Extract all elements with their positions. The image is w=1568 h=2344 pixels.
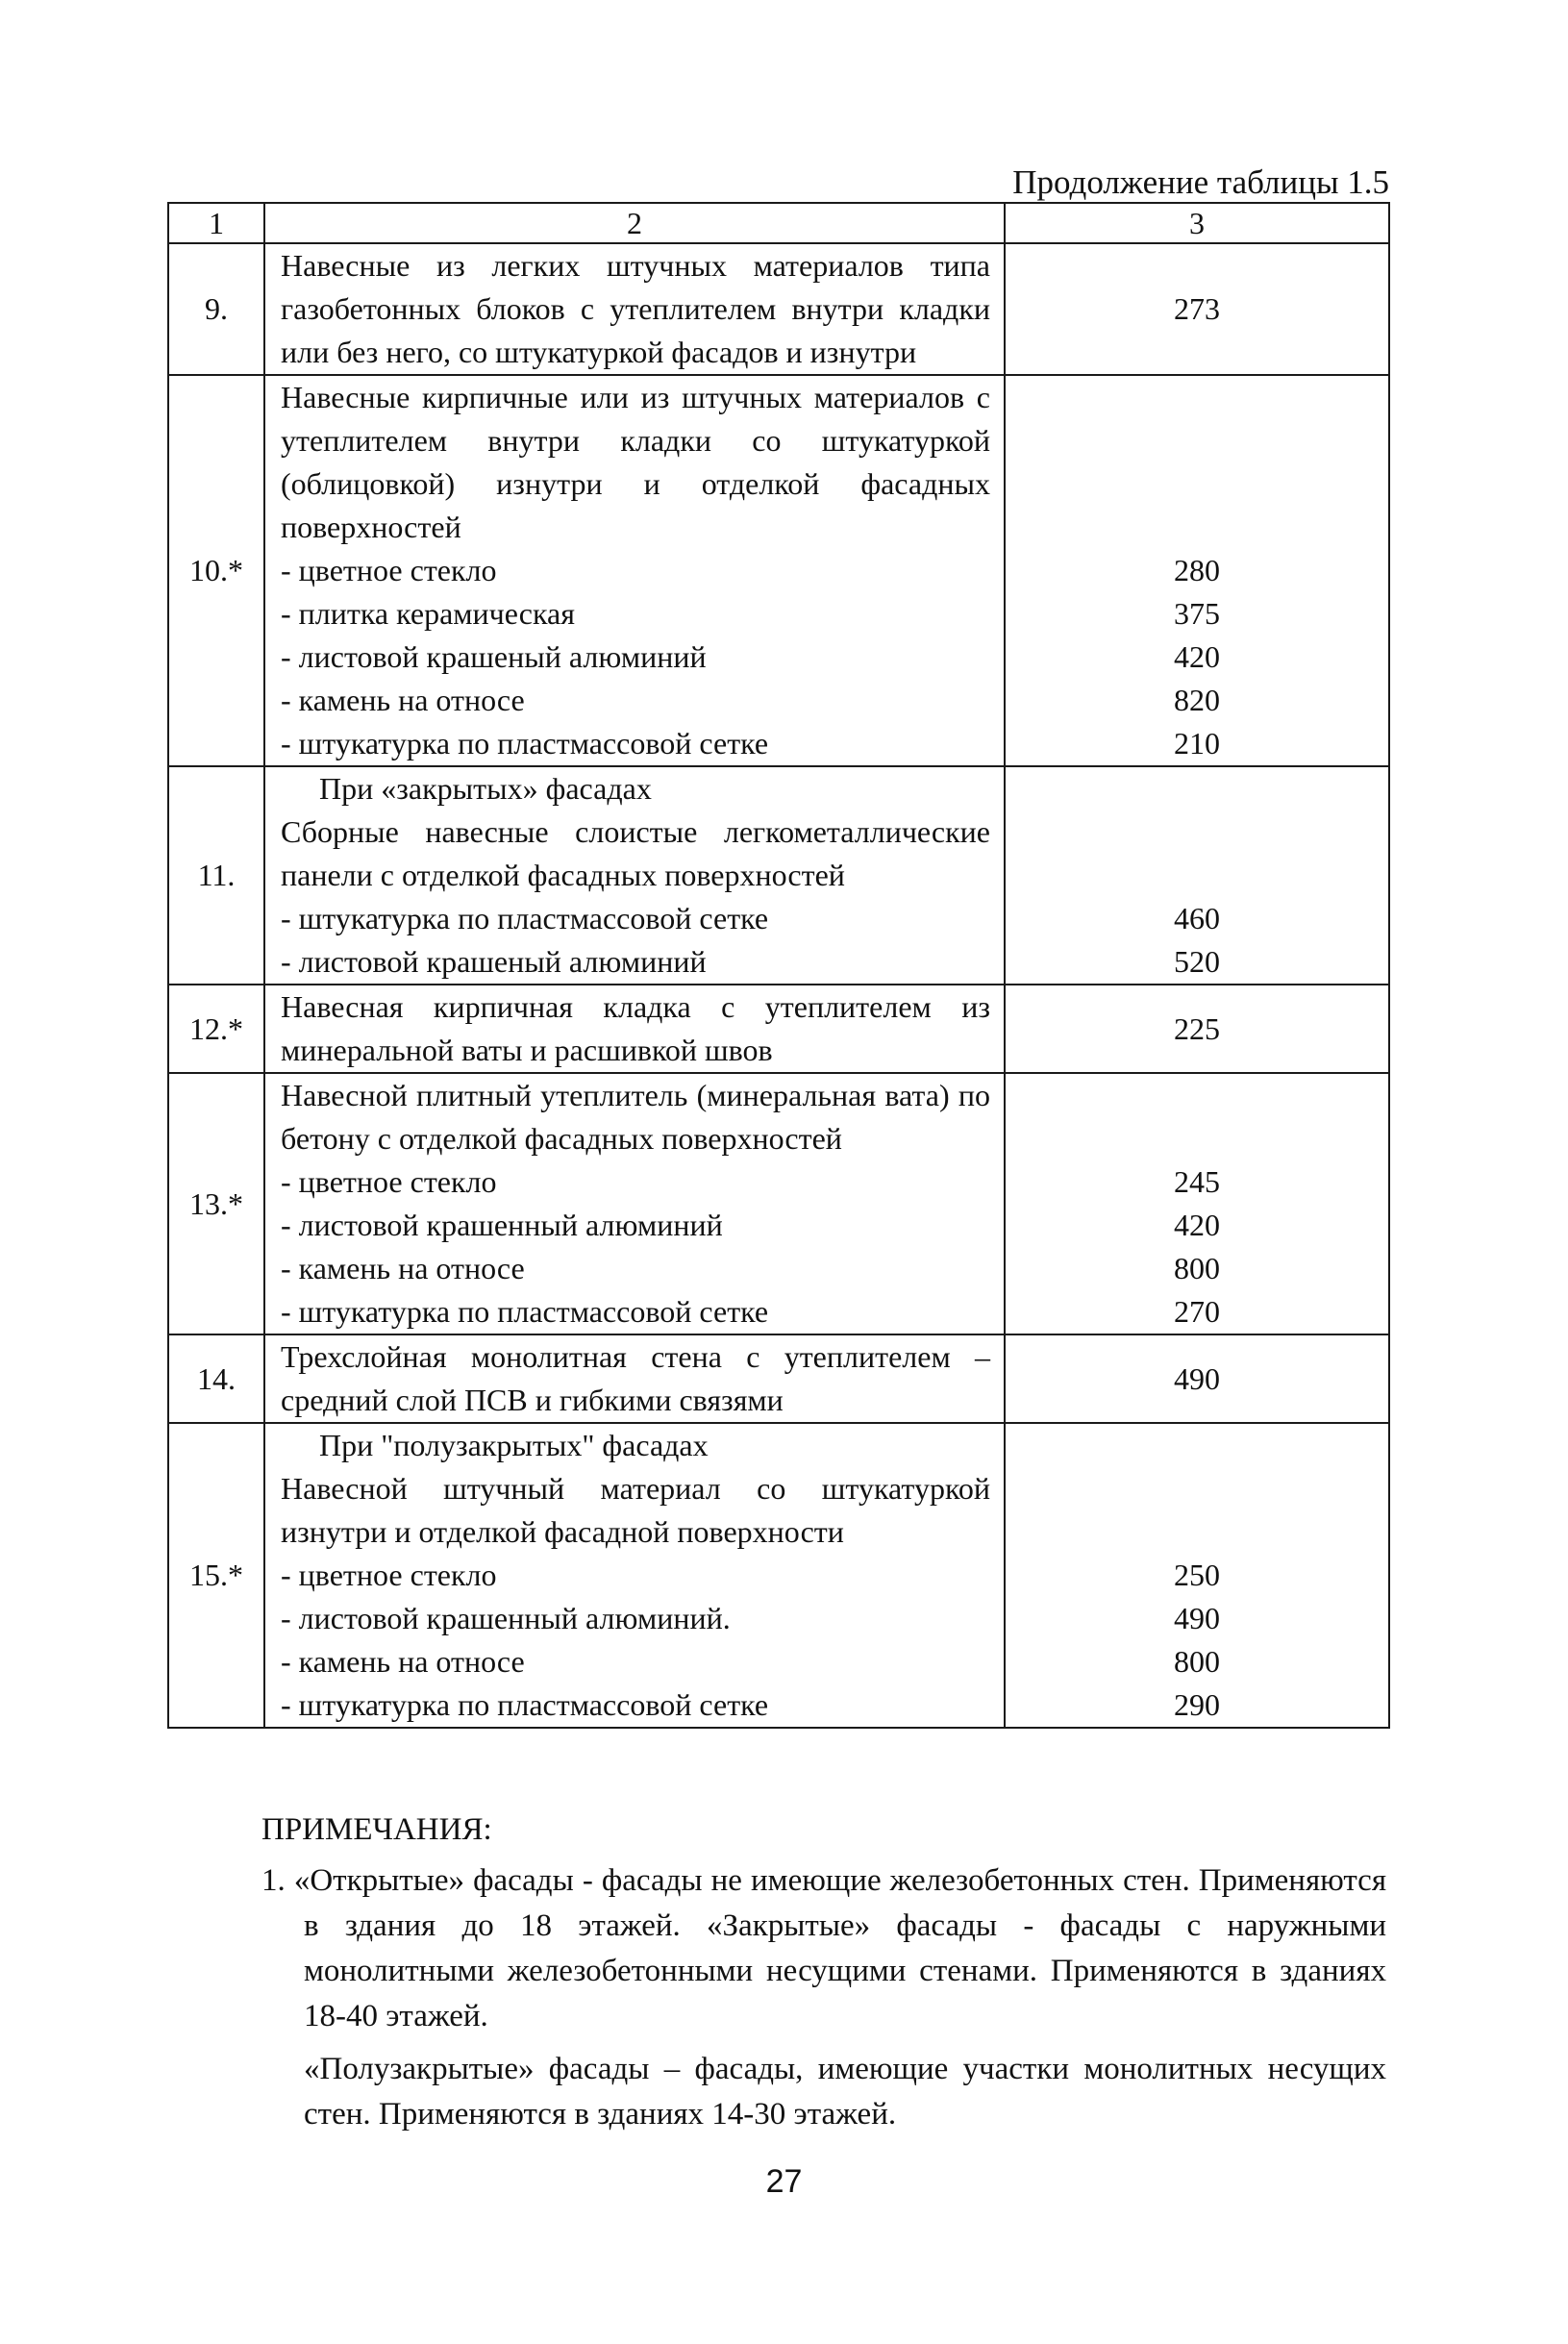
row-description: [264, 243, 1005, 375]
row-text: Навесной штучный материал со штукатуркой изнутри и отделкой фасадной поверхности: [281, 1471, 990, 1549]
row-value: 490: [1005, 1334, 1389, 1423]
table-row: [168, 243, 1389, 375]
item-value: 270: [1174, 1294, 1220, 1329]
table-header-row: [168, 203, 1389, 243]
table-caption: Продолжение таблицы 1.5: [1012, 163, 1389, 201]
row-description: [264, 766, 1005, 985]
notes-section: [261, 1808, 1386, 2137]
table-row: [168, 1334, 1389, 1423]
item-label: - камень на относе: [281, 1251, 525, 1285]
item-label: - штукатурка по пластмассовой сетке: [281, 901, 769, 935]
note-paragraph: «Полузакрытые» фасады – фасады, имеющие участки монолитных несущих стен. Применяются в зданиях 14-30 этажей.: [304, 2052, 1386, 2132]
row-description: [264, 985, 1005, 1073]
item-label: - камень на относе: [281, 683, 525, 717]
item-value: 800: [1174, 1644, 1220, 1679]
note-paragraph: 1. «Открытые» фасады - фасады не имеющие железобетонных стен. Применяются в здания до 18 этажей. «Закрытые» фасады - фасады с наружными монолитными железобетонными несущими стенами. Применяются в зданиях 18-40 этажей.: [261, 1863, 1386, 2033]
item-label: - цветное стекло: [281, 1164, 497, 1199]
row-values: [1005, 766, 1389, 985]
row-values: [1005, 1073, 1389, 1334]
item-label: - штукатурка по пластмассовой сетке: [281, 726, 769, 761]
section-heading: При "полузакрытых" фасадах: [319, 1428, 709, 1462]
row-text: Навесная кирпичная кладка с утеплителем из минеральной ваты и расшивкой швов: [281, 989, 990, 1067]
item-value: 800: [1174, 1251, 1220, 1285]
item-label: - плитка керамическая: [281, 596, 575, 631]
item-label: - листовой крашеный алюминий: [281, 639, 707, 674]
header-col-2: 2: [264, 203, 1005, 243]
table-row: [168, 766, 1389, 985]
notes-title: ПРИМЕЧАНИЯ:: [261, 1812, 492, 1847]
row-text: Сборные навесные слоистые легкометаллические панели с отделкой фасадных поверхностей: [281, 814, 990, 892]
page-number: 27: [765, 2163, 803, 2200]
item-value: 375: [1174, 596, 1220, 631]
item-label: - штукатурка по пластмассовой сетке: [281, 1294, 769, 1329]
row-description: [264, 1334, 1005, 1423]
item-label: - камень на относе: [281, 1644, 525, 1679]
table-row: [168, 1073, 1389, 1334]
facade-table: [167, 202, 1390, 1729]
row-description: [264, 1423, 1005, 1728]
item-value: 820: [1174, 683, 1220, 717]
row-value: 273: [1005, 243, 1389, 375]
row-number: 14.: [168, 1334, 264, 1423]
item-label: - листовой крашенный алюминий: [281, 1208, 723, 1242]
row-text: Навесные кирпичные или из штучных материалов с утеплителем внутри кладки со штукатуркой (облицовкой) изнутри и отделкой фасадных поверхностей: [281, 380, 990, 544]
table-row: [168, 1423, 1389, 1728]
section-heading: При «закрытых» фасадах: [319, 771, 652, 806]
header-col-1: 1: [168, 203, 264, 243]
item-value: 245: [1174, 1164, 1220, 1199]
item-label: - штукатурка по пластмассовой сетке: [281, 1687, 769, 1722]
item-value: 420: [1174, 1208, 1220, 1242]
row-number: 12.*: [168, 985, 264, 1073]
item-label: - цветное стекло: [281, 553, 497, 587]
row-number: 10.*: [168, 375, 264, 766]
row-number: 9.: [168, 243, 264, 375]
row-value: 225: [1005, 985, 1389, 1073]
item-value: 460: [1174, 901, 1220, 935]
table-row: [168, 375, 1389, 766]
row-description: [264, 1073, 1005, 1334]
table-row: [168, 985, 1389, 1073]
item-value: 250: [1174, 1558, 1220, 1592]
row-text: Навесной плитный утеплитель (минеральная вата) по бетону с отделкой фасадных поверхностей: [281, 1078, 990, 1156]
row-number: 15.*: [168, 1423, 264, 1728]
header-col-3: 3: [1005, 203, 1389, 243]
item-value: 420: [1174, 639, 1220, 674]
row-text: Трехслойная монолитная стена с утеплителем – средний слой ПСВ и гибкими связями: [281, 1339, 990, 1417]
item-value: 210: [1174, 726, 1220, 761]
item-value: 520: [1174, 944, 1220, 979]
row-number: 11.: [168, 766, 264, 985]
item-label: - цветное стекло: [281, 1558, 497, 1592]
row-text: Навесные из легких штучных материалов типа газобетонных блоков с утеплителем внутри кладки или без него, со штукатуркой фасадов и изнутри: [281, 248, 990, 369]
item-value: 490: [1174, 1601, 1220, 1635]
row-values: [1005, 375, 1389, 766]
item-value: 290: [1174, 1687, 1220, 1722]
row-description: [264, 375, 1005, 766]
item-label: - листовой крашеный алюминий: [281, 944, 707, 979]
item-label: - листовой крашенный алюминий.: [281, 1601, 731, 1635]
row-number: 13.*: [168, 1073, 264, 1334]
item-value: 280: [1174, 553, 1220, 587]
row-values: [1005, 1423, 1389, 1728]
